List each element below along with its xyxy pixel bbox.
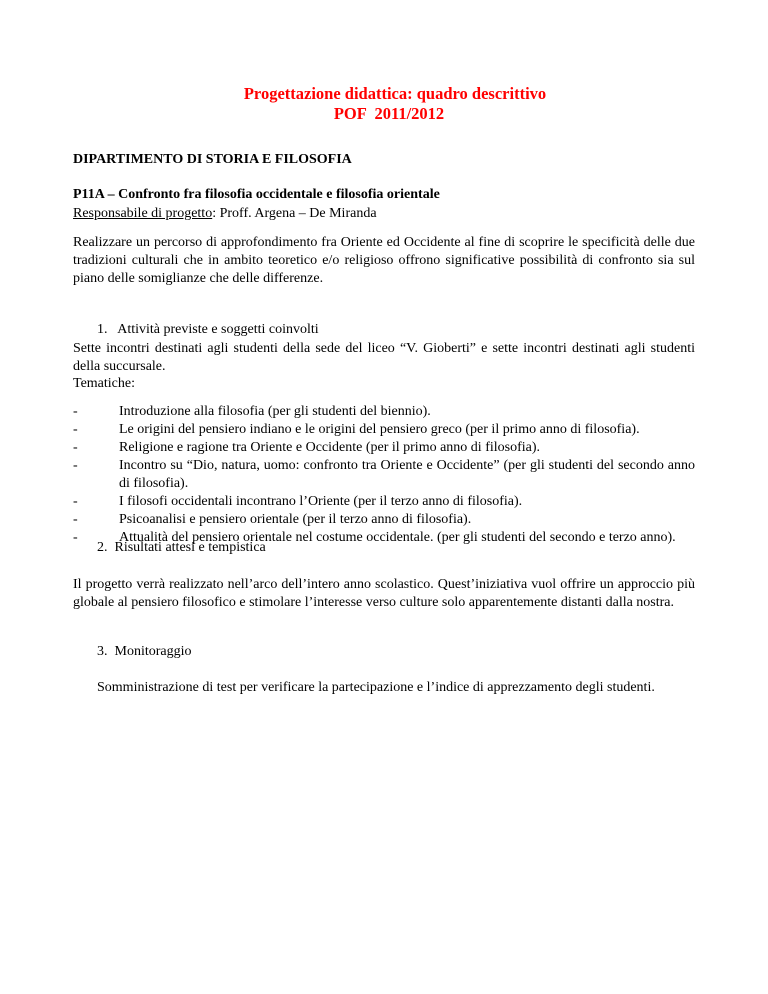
list-item: - Religione e ragione tra Oriente e Occidente (per il primo anno di filosofia). — [73, 440, 541, 455]
bullet-dash: - — [73, 458, 78, 473]
list-item: - Incontro su “Dio, natura, uomo: confronto tra Oriente e Occidente” (per gli studenti del secondo anno di filosofia). — [73, 458, 695, 491]
project-responsible — [73, 206, 377, 222]
title-line-2: POF 2011/2012 — [333, 104, 445, 123]
topics-label: Tematiche: — [73, 376, 135, 391]
section-3-text: Somministrazione di test per verificare la partecipazione e l’indice di apprezzamento degli studenti. — [97, 680, 655, 695]
topics-list — [73, 403, 695, 547]
responsible-label: Responsabile di progetto — [73, 206, 213, 221]
section-2-text: Il progetto verrà realizzato nell’arco dell’intero anno scolastico. Quest’iniziativa vuol offrire un approccio più globale al pensiero filosofico e stimolare l’interesse verso culture solo apparentemente distanti dalla nostra. — [73, 577, 695, 610]
list-item: - I filosofi occidentali incontrano l’Oriente (per il terzo anno di filosofia). — [73, 494, 523, 509]
intro-paragraph: Realizzare un percorso di approfondimento fra Oriente ed Occidente al fine di scoprire le specificità delle due tradizioni culturali che in ambito teoretico e/o religioso offrono significative possibilità di confronto sia sul piano delle somiglianze che delle differenze. — [73, 235, 695, 286]
section-1-text: Sette incontri destinati agli studenti della sede del liceo “V. Gioberti” e sette incontri destinati agli studenti della succursale. — [73, 341, 695, 374]
project-title: P11A – Confronto fra filosofia occidentale e filosofia orientale — [73, 187, 440, 202]
section-3-heading: 3. Monitoraggio — [97, 644, 192, 659]
bullet-dash: - — [73, 404, 78, 419]
section-1-heading: 1. Attività previste e soggetti coinvolti — [97, 322, 319, 337]
title-line-1: Progettazione didattica: quadro descrittivo — [243, 84, 547, 103]
list-item: - Introduzione alla filosofia (per gli studenti del biennio). — [73, 404, 431, 419]
list-item: - Le origini del pensiero indiano e le origini del pensiero greco (per il primo anno di filosofia). — [73, 422, 640, 437]
list-item: - Attualità del pensiero orientale nel costume occidentale. (per gli studenti del secondo e terzo anno). — [73, 530, 676, 545]
section-2-heading: 2. Risultati attesi e tempistica — [97, 540, 266, 555]
list-item: - Psicoanalisi e pensiero orientale (per il terzo anno di filosofia). — [73, 512, 472, 527]
bullet-dash: - — [73, 422, 78, 437]
bullet-dash: - — [73, 530, 78, 545]
department-heading: DIPARTIMENTO DI STORIA E FILOSOFIA — [73, 152, 352, 167]
responsible-value: : Proff. Argena – De Miranda — [212, 206, 377, 221]
document-title — [0, 84, 768, 124]
bullet-dash: - — [73, 440, 78, 455]
bullet-dash: - — [73, 494, 78, 509]
bullet-dash: - — [73, 512, 78, 527]
